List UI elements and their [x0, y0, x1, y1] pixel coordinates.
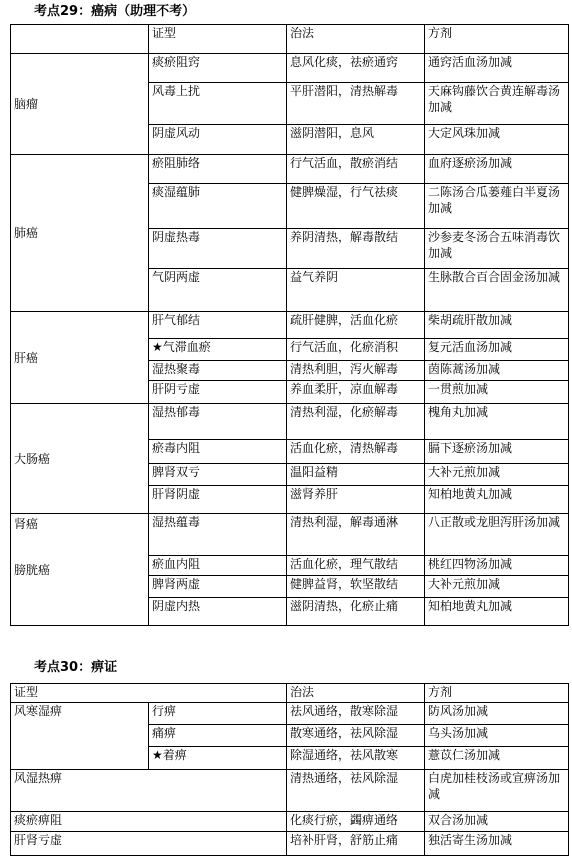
treatment-cell: 清热利湿，解毒通淋	[287, 514, 425, 556]
treatment-cell: 益气养阴	[287, 269, 425, 312]
formula-cell: 通窍活血汤加减	[425, 54, 569, 83]
pattern-cell: 痰瘀痹阻	[11, 812, 287, 832]
subtype-cell: 行痹	[149, 703, 287, 725]
formula-cell: 生脉散合百合固金汤加减	[425, 269, 569, 312]
pattern-cell: 风毒上扰	[149, 83, 287, 125]
treatment-cell: 养血柔肝，凉血解毒	[287, 381, 425, 404]
header-treatment: 治法	[287, 684, 425, 703]
pattern-cell	[149, 339, 287, 361]
formula-cell: 血府逐瘀汤加减	[425, 155, 569, 184]
treatment-cell: 息风化痰，祛瘀通窍	[287, 54, 425, 83]
treatment-cell: 清热利湿，化瘀解毒	[287, 404, 425, 440]
section-29-title: 考点29：癌病（助理不考）	[34, 4, 196, 19]
pattern-cell: 阴虚热毒	[149, 229, 287, 269]
pattern-cell: 湿热蕴毒	[149, 514, 287, 556]
table-row	[11, 155, 569, 184]
formula-cell: 复元活血汤加减	[425, 339, 569, 361]
disease-bladder: 膀胱癌	[14, 563, 51, 577]
star-icon	[152, 340, 163, 354]
treatment-cell: 除湿通络，祛风散寒	[287, 747, 425, 770]
header-treatment: 治法	[287, 25, 425, 54]
header-pattern: 证型	[11, 684, 287, 703]
treatment-cell: 健脾燥湿，行气祛痰	[287, 184, 425, 229]
treatment-cell: 滋阴潜阳，息风	[287, 125, 425, 155]
subtype-cell: 痛痹	[149, 725, 287, 747]
pattern-cell: 瘀阻肺络	[149, 155, 287, 184]
pattern-cell: 瘀毒内阻	[149, 440, 287, 464]
formula-cell: 白虎加桂枝汤或宣痹汤加减	[425, 770, 569, 812]
pattern-cell: 湿热郁毒	[149, 404, 287, 440]
treatment-cell: 滋阴清热，化瘀止痛	[287, 598, 425, 626]
section-30-title: 考点30：痹证	[34, 660, 118, 675]
pattern-group-cell: 风寒湿痹	[11, 703, 149, 770]
treatment-cell: 清热利胆，泻火解毒	[287, 361, 425, 381]
formula-cell: 大补元煎加减	[425, 576, 569, 598]
pattern-cell: 阴虚内热	[149, 598, 287, 626]
pattern-cell: 阴虚风动	[149, 125, 287, 155]
header-formula: 方剂	[425, 684, 569, 703]
treatment-cell: 平肝潜阳，清热解毒	[287, 83, 425, 125]
disease-lung: 肺癌	[11, 155, 149, 312]
pattern-cell: 肝肾阴虚	[149, 486, 287, 514]
treatment-cell: 疏肝健脾，活血化瘀	[287, 312, 425, 339]
treatment-cell: 散寒通络，祛风除湿	[287, 725, 425, 747]
treatment-cell: 活血化瘀，理气散结	[287, 556, 425, 576]
table-row	[11, 832, 569, 856]
table-row	[11, 312, 569, 339]
table-row	[11, 514, 569, 556]
header-disease	[11, 25, 149, 54]
formula-cell: 防风汤加减	[425, 703, 569, 725]
cancer-table	[10, 24, 569, 626]
formula-cell: 二陈汤合瓜蒌薤白半夏汤加减	[425, 184, 569, 229]
treatment-cell: 养阴清热，解毒散结	[287, 229, 425, 269]
formula-cell: 沙参麦冬汤合五味消毒饮加减	[425, 229, 569, 269]
formula-cell: 桃红四物汤加减	[425, 556, 569, 576]
treatment-cell: 滋肾养肝	[287, 486, 425, 514]
pattern-cell: 肝肾亏虚	[11, 832, 287, 856]
formula-cell: 茵陈蒿汤加减	[425, 361, 569, 381]
formula-cell: 薏苡仁汤加减	[425, 747, 569, 770]
formula-cell: 独活寄生汤加减	[425, 832, 569, 856]
header-pattern: 证型	[149, 25, 287, 54]
subtype-label: 着痹	[162, 748, 187, 762]
disease-kidney-bladder	[11, 514, 149, 626]
pattern-cell: 痰瘀阻窍	[149, 54, 287, 83]
header-row	[11, 684, 569, 703]
formula-cell: 知柏地黄丸加减	[425, 598, 569, 626]
treatment-cell: 健脾益肾，软坚散结	[287, 576, 425, 598]
table-row	[11, 812, 569, 832]
treatment-cell: 祛风通络，散寒除湿	[287, 703, 425, 725]
disease-liver: 肝癌	[11, 312, 149, 404]
formula-cell: 知柏地黄丸加减	[425, 486, 569, 514]
treatment-cell: 行气活血，化瘀消积	[287, 339, 425, 361]
formula-cell: 天麻钩藤饮合黄连解毒汤加减	[425, 83, 569, 125]
pattern-cell: 痰湿蕴肺	[149, 184, 287, 229]
pattern-cell: 气阴两虚	[149, 269, 287, 312]
formula-cell: 双合汤加减	[425, 812, 569, 832]
treatment-cell: 化痰行瘀，蠲痹通络	[287, 812, 425, 832]
disease-colorectal: 大肠癌	[11, 404, 149, 514]
table-row	[11, 404, 569, 440]
treatment-cell: 温阳益精	[287, 464, 425, 486]
treatment-cell: 清热通络，祛风除湿	[287, 770, 425, 812]
header-row	[11, 25, 569, 54]
header-formula: 方剂	[425, 25, 569, 54]
pattern-cell: 瘀血内阻	[149, 556, 287, 576]
formula-cell: 大补元煎加减	[425, 464, 569, 486]
formula-cell: 柴胡疏肝散加减	[425, 312, 569, 339]
formula-cell: 槐角丸加减	[425, 404, 569, 440]
pattern-cell: 肝阴亏虚	[149, 381, 287, 404]
pattern-cell: 脾肾双亏	[149, 464, 287, 486]
treatment-cell: 活血化瘀，清热解毒	[287, 440, 425, 464]
bi-syndrome-table	[10, 683, 569, 856]
pattern-cell: 肝气郁结	[149, 312, 287, 339]
treatment-cell: 行气活血，散瘀消结	[287, 155, 425, 184]
pattern-cell: 风湿热痹	[11, 770, 287, 812]
treatment-cell: 培补肝肾，舒筋止痛	[287, 832, 425, 856]
table-row	[11, 770, 569, 812]
disease-brain: 脑瘤	[11, 54, 149, 155]
formula-cell: 膈下逐瘀汤加减	[425, 440, 569, 464]
pattern-label: 气滞血瘀	[162, 340, 211, 354]
formula-cell: 一贯煎加减	[425, 381, 569, 404]
pattern-cell: 湿热聚毒	[149, 361, 287, 381]
formula-cell: 八正散或龙胆泻肝汤加减	[425, 514, 569, 556]
star-icon	[152, 748, 163, 762]
subtype-cell	[149, 747, 287, 770]
pattern-cell: 脾肾两虚	[149, 576, 287, 598]
disease-kidney: 肾癌	[14, 517, 39, 531]
table-row	[11, 54, 569, 83]
table-row	[11, 703, 569, 725]
formula-cell: 大定风珠加减	[425, 125, 569, 155]
formula-cell: 乌头汤加减	[425, 725, 569, 747]
